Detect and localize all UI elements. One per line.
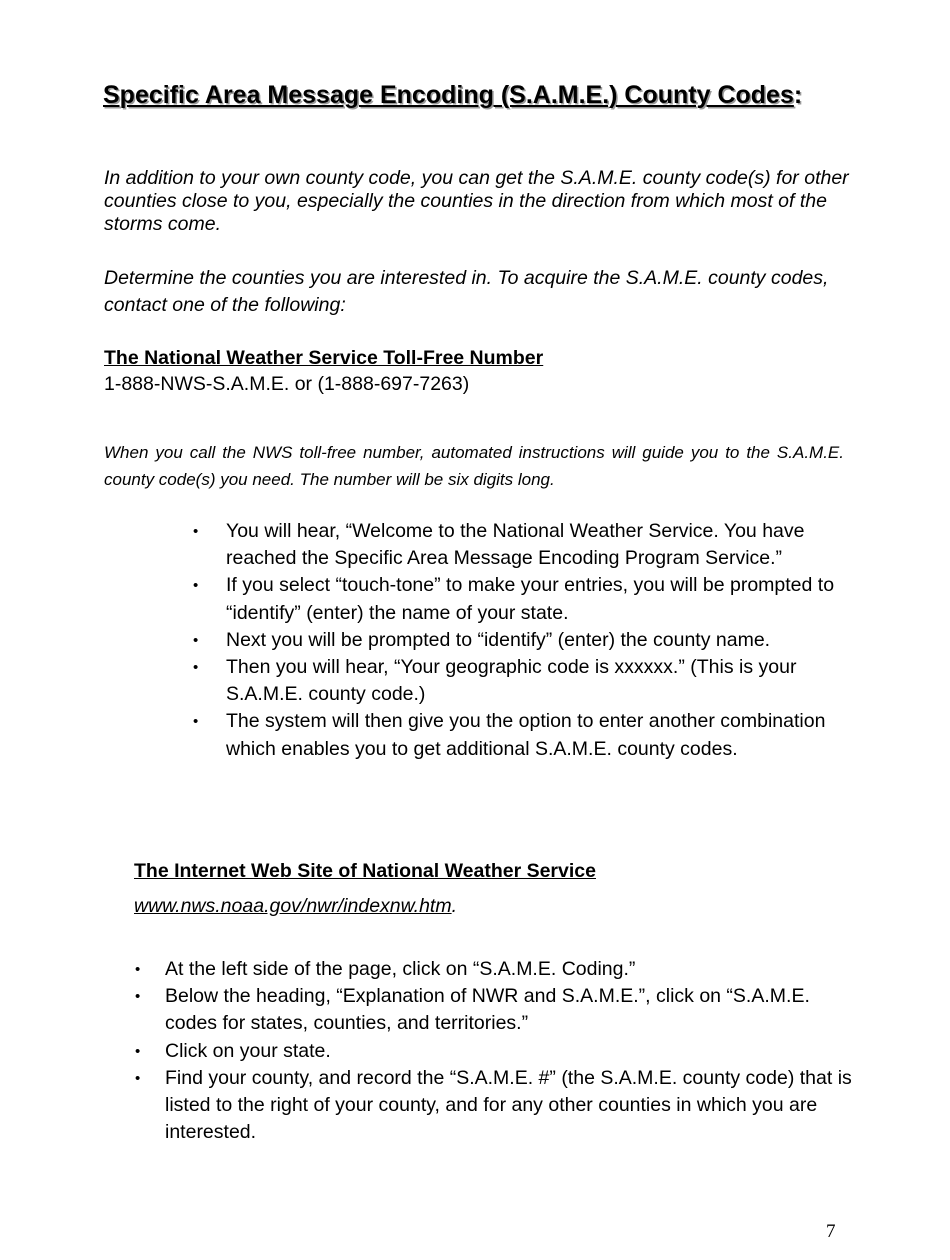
- list-item-text: Then you will hear, “Your geographic code is xxxxxx.” (This is your S.A.M.E. county code.): [226, 656, 797, 706]
- list-item: [193, 654, 856, 708]
- toll-free-number: 1-888-NWS-S.A.M.E. or (1-888-697-7263): [104, 373, 470, 395]
- list-item-text: You will hear, “Welcome to the National Weather Service. You have reached the Specific Area Message Encoding Program Service.”: [226, 520, 805, 570]
- list-item: [135, 956, 855, 983]
- page-number: 7: [826, 1221, 836, 1242]
- website-link-line: [134, 895, 457, 918]
- page-title: [103, 80, 803, 111]
- list-item: [193, 572, 856, 626]
- bullet-icon: •: [135, 988, 141, 1006]
- instructions-paragraph: Determine the counties you are interested in. To acquire the S.A.M.E. county codes, contact one of the following:: [104, 267, 829, 316]
- list-item: [135, 1038, 855, 1065]
- phone-steps-list: [193, 518, 856, 763]
- page-title-text: Specific Area Message Encoding (S.A.M.E.) County Codes: [103, 81, 794, 109]
- toll-free-heading: The National Weather Service Toll-Free Number: [104, 347, 544, 369]
- website-heading: The Internet Web Site of National Weather Service: [134, 860, 596, 882]
- page-title-colon: :: [793, 81, 803, 109]
- bullet-icon: •: [135, 1069, 141, 1087]
- list-item: [135, 983, 855, 1037]
- toll-free-note: When you call the NWS toll-free number, automated instructions will guide you to the S.A.M.E. county code(s) you need. The number will be six digits long.: [104, 443, 844, 489]
- bullet-icon: •: [193, 631, 199, 649]
- list-item: [135, 1065, 855, 1147]
- bullet-icon: •: [193, 523, 199, 540]
- website-steps-list: [135, 956, 855, 1146]
- intro-paragraph: In addition to your own county code, you can get the S.A.M.E. county code(s) for other counties close to you, especially the counties in the direction from which most of the storms come.: [104, 167, 849, 235]
- list-item: [193, 627, 856, 654]
- list-item-text: Find your county, and record the “S.A.M.E. #” (the S.A.M.E. county code) that is listed to the right of your county, and for any other counties in which you are interested.: [165, 1066, 852, 1144]
- list-item: [193, 518, 856, 572]
- list-item-text: The system will then give you the option to enter another combination which enables you to get additional S.A.M.E. county codes.: [226, 710, 826, 760]
- bullet-icon: •: [135, 961, 141, 978]
- bullet-icon: •: [193, 659, 199, 677]
- bullet-icon: •: [193, 577, 199, 595]
- list-item-text: Click on your state.: [165, 1039, 331, 1062]
- bullet-icon: •: [193, 713, 199, 731]
- website-url-link[interactable]: www.nws.noaa.gov/nwr/indexnw.htm: [134, 895, 452, 917]
- list-item-text: Next you will be prompted to “identify” (enter) the county name.: [226, 628, 771, 651]
- website-url-period: .: [451, 895, 457, 917]
- list-item-text: Below the heading, “Explanation of NWR and S.A.M.E.”, click on “S.A.M.E. codes for states, counties, and territories.”: [165, 985, 810, 1035]
- list-item-text: At the left side of the page, click on “S.A.M.E. Coding.”: [165, 958, 636, 980]
- bullet-icon: •: [135, 1042, 141, 1060]
- list-item: [193, 708, 856, 762]
- list-item-text: If you select “touch-tone” to make your entries, you will be prompted to “identify” (enter) the name of your state.: [226, 574, 835, 624]
